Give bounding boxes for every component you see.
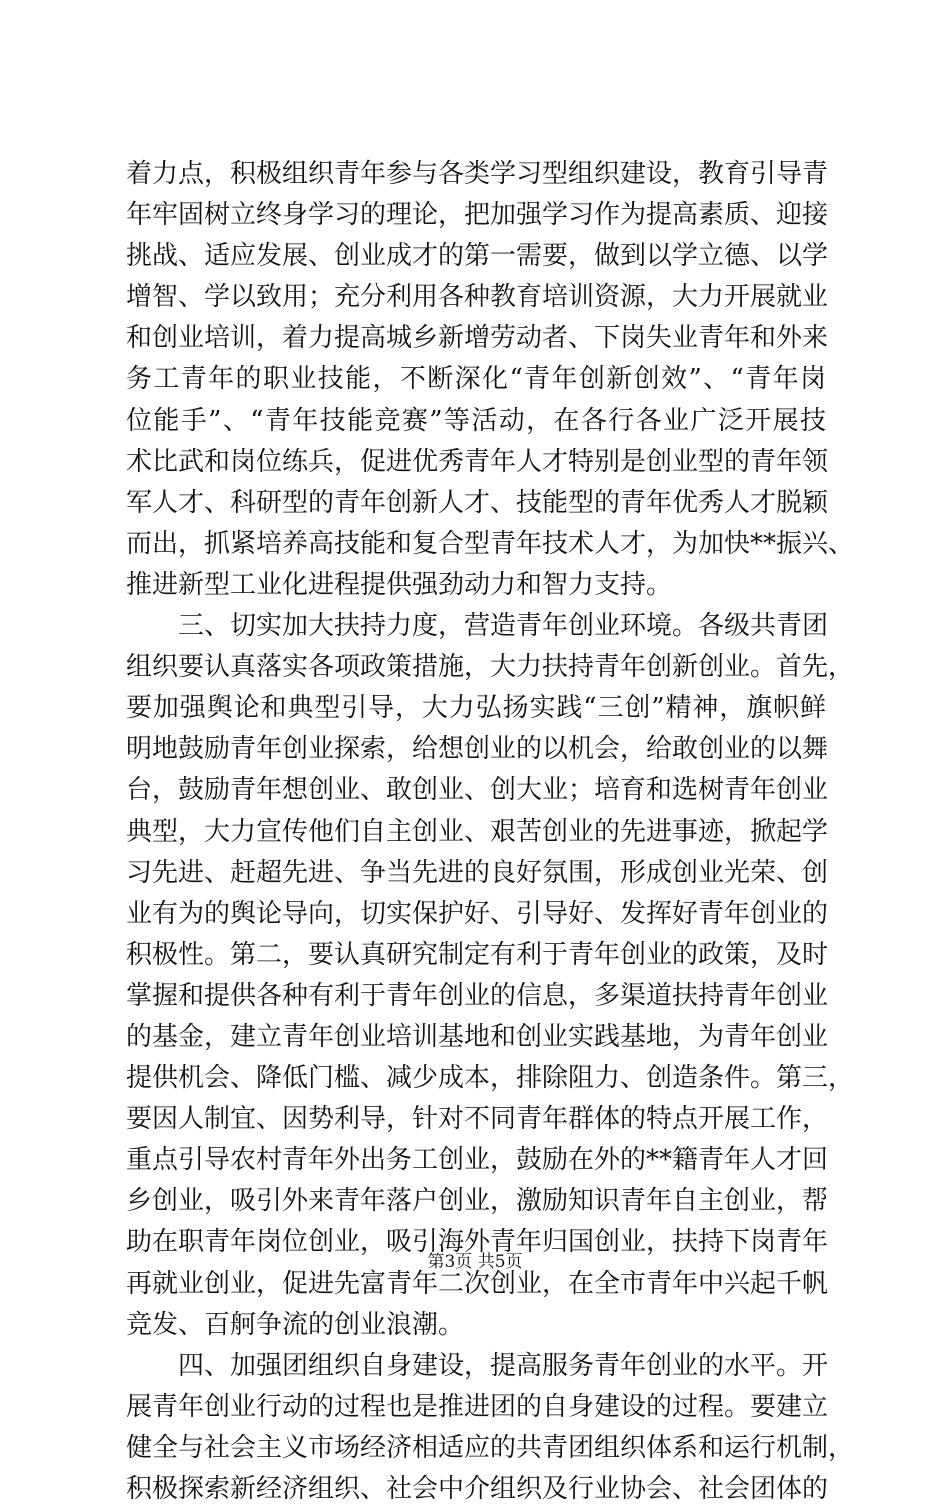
paragraph-heading-line: 四、加强团组织自身建设，提高服务青年创业的水平。开: [178, 1350, 829, 1381]
text-line: 推进新型工业化进程提供强劲动力和智力支持。: [126, 569, 673, 600]
text-line: 要加强舆论和典型引导，大力弘扬实践“三创”精神，旗帜鲜: [126, 693, 826, 724]
text-line: 提供机会、降低门槛、减少成本，排除阻力、创造条件。第三，: [126, 1063, 855, 1094]
text-line: 组织要认真落实各项政策措施，大力扶持青年创新创业。首先，: [126, 652, 855, 683]
text-line: 积极性。第二，要认真研究制定有利于青年创业的政策，及时: [126, 939, 829, 970]
text-line: 年牢固树立终身学习的理论，把加强学习作为提高素质、迎接: [126, 200, 829, 231]
body-text: [126, 154, 855, 1510]
text-line: 台，鼓励青年想创业、敢创业、创大业；培育和选树青年创业: [126, 775, 829, 806]
text-line: 位能手”、“青年技能竞赛”等活动，在各行各业广泛开展技: [126, 405, 826, 436]
text-line: 要因人制宜、因势利导，针对不同青年群体的特点开展工作，: [126, 1104, 829, 1135]
text-line: 着力点，积极组织青年参与各类学习型组织建设，教育引导青: [126, 159, 829, 189]
text-line: 挑战、适应发展、创业成才的第一需要，做到以学立德、以学: [126, 241, 829, 272]
text-line: 而出，抓紧培养高技能和复合型青年技术人才，为加快**振兴、: [126, 528, 855, 559]
text-line: 助在职青年岗位创业，吸引海外青年归国创业，扶持下岗青年: [126, 1227, 829, 1258]
text-line: 乡创业，吸引外来青年落户创业，激励知识青年自主创业，帮: [126, 1186, 829, 1217]
text-line: 积极探索新经济组织、社会中介组织及行业协会、社会团体的: [126, 1474, 829, 1504]
text-line: 军人才、科研型的青年创新人才、技能型的青年优秀人才脱颖: [126, 487, 829, 518]
text-line: 习先进、赶超先进、争当先进的良好氛围，形成创业光荣、创: [126, 857, 829, 888]
text-line: 展青年创业行动的过程也是推进团的自身建设的过程。要建立: [126, 1391, 829, 1422]
text-line: 重点引导农村青年外出务工创业，鼓励在外的**籍青年人才回: [126, 1145, 829, 1176]
paragraph-heading-line: 三、切实加大扶持力度，营造青年创业环境。各级共青团: [178, 611, 829, 642]
text-line: 典型，大力宣传他们自主创业、艰苦创业的先进事迹，掀起学: [126, 816, 829, 847]
page-footer: [0, 1250, 950, 1274]
text-line: 的基金，建立青年创业培训基地和创业实践基地，为青年创业: [126, 1021, 829, 1052]
text-line: 务工青年的职业技能，不断深化“青年创新创效”、“青年岗: [126, 364, 826, 395]
text-line: 明地鼓励青年创业探索，给想创业的以机会，给敢创业的以舞: [126, 734, 829, 765]
text-line: 术比武和岗位练兵，促进优秀青年人才特别是创业型的青年领: [126, 446, 829, 477]
text-line: 竞发、百舸争流的创业浪潮。: [126, 1309, 465, 1340]
page-number-label: 第3页 共5页: [427, 1252, 523, 1272]
text-line: 掌握和提供各种有利于青年创业的信息，多渠道扶持青年创业: [126, 980, 829, 1011]
text-line: 业有为的舆论导向，切实保护好、引导好、发挥好青年创业的: [126, 898, 829, 929]
text-line: 增智、学以致用；充分利用各种教育培训资源，大力开展就业: [126, 282, 829, 313]
text-line: 健全与社会主义市场经济相适应的共青团组织体系和运行机制，: [126, 1432, 855, 1463]
text-line: 和创业培训，着力提高城乡新增劳动者、下岗失业青年和外来: [126, 323, 829, 354]
text-line: 再就业创业，促进先富青年二次创业，在全市青年中兴起千帆: [126, 1268, 829, 1299]
